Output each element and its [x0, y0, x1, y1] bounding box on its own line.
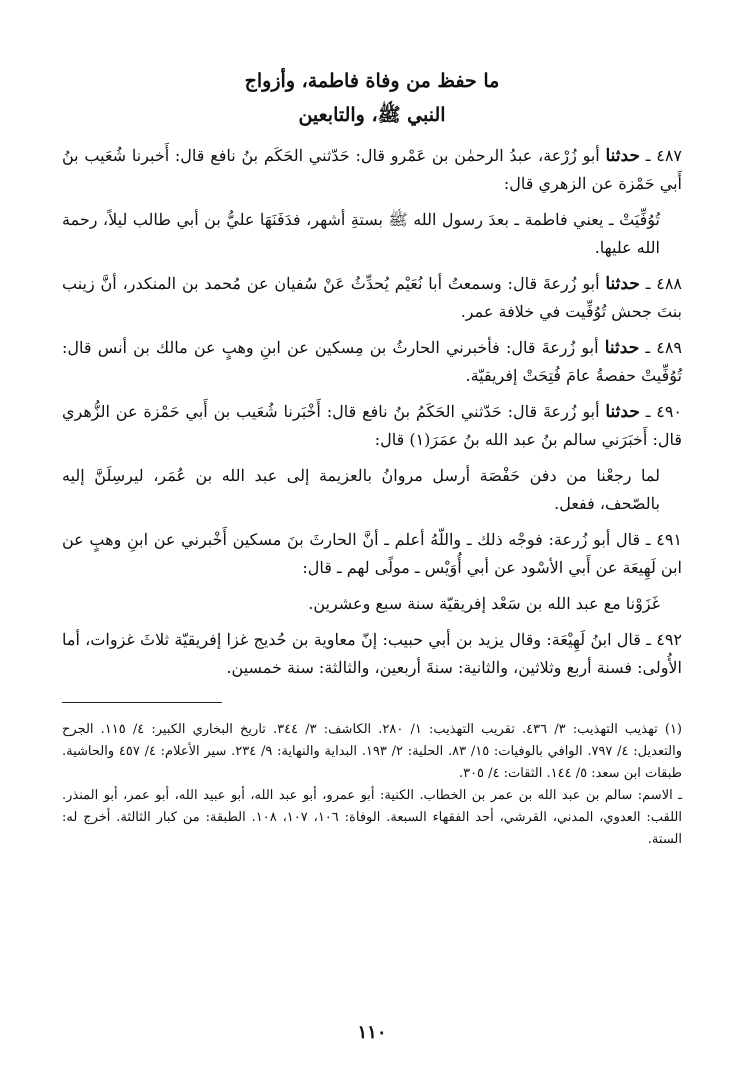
hadith-number: ٤٨٩ ـ	[645, 338, 682, 357]
footnote-1-references: (١) تهذيب التهذيب: ٣/ ٤٣٦. تقريب التهذيب: ١/ ٢٨٠. الكاشف: ٣/ ٣٤٤. تاريخ البخاري الكبير: ٤/ ١١٥. الجرح والتعديل: ٤/ ٧٩٧. الوافي بالوفيات: ١٥/ ٨٣. الحلية: ٢/ ١٩٣. البداية والنهاية: ٩/ ٢٣٤. سير الأعلام: ٤/ ٤٥٧ والحاشية. طبقات ابن سعد: ٥/ ١٤٤. الثقات: ٤/ ٣٠٥.	[62, 722, 682, 781]
hadith-489	[62, 334, 682, 390]
hadith-number: ٤٩٢ ـ	[646, 630, 683, 649]
hadith-text: أبو زُرعةَ قال: حَدّثني الحَكَمُ بنُ نافع قال: أَخْبَرنا شُعَيب بن أَبي حَمْزة عن الزُّهري قال: أَخبَرَني سالم بنُ عبد الله بنُ عمَرَ(١) قال:	[62, 402, 682, 449]
chapter-title-line2: النبي ﷺ، والتابعين	[298, 104, 446, 126]
hadith-number: ٤٩٠ ـ	[645, 402, 683, 421]
hadith-number: ٤٨٨ ـ	[645, 274, 682, 293]
hadith-488	[62, 270, 682, 326]
hadith-491	[62, 526, 682, 582]
page-body	[62, 64, 682, 851]
footnote-separator	[62, 702, 222, 703]
hadith-number: ٤٩١ ـ	[645, 530, 682, 549]
hadith-text: أبو زُرعةَ قال: فأخبرني الحارثُ بن مِسكين عن ابنِ وهبٍ عن مالك بن أنس قال: تُوُفِّيتْ حفصةُ عامَ فُتِحَتْ إفريقيّة.	[62, 338, 682, 385]
narration-keyword: حدثنا	[605, 402, 640, 422]
hadith-text: أبو زُرعةَ قال: وسمعتُ أبا نُعَيْم يُحدِّثُ عَنْ سُفيان عن مُحمد بن المنكدر، أنَّ زينب بنتَ جحش تُوُفِّيت في خلافة عمر.	[62, 274, 682, 321]
hadith-text: قال ابنُ لَهِيْعَة: وقال يزيد بن أبي حبيب: إنّ معاوية بن حُديج غزا إفريقيّة ثلاثَ غزوات، أما الأُولى: فسنة أربع وثلاثين، والثانية: سنةَ أربعين، والثالثة: سنة خمسين.	[62, 630, 682, 677]
narration-keyword: حدثنا	[605, 146, 640, 166]
hadith-490-matn: لما رجعْنا من دفن حَفْصَة أرسل مروانُ بالعزيمة إلى عبد الله بن عُمَر، ليرسِلَنَّ إليه بالصّحف، ففعل.	[62, 466, 660, 513]
hadith-491-matn: غَزَوْنا مع عبد الله بن سَعْد إفريقيّة سنة سبع وعشرين.	[308, 594, 660, 613]
hadith-492	[62, 626, 682, 682]
footnote-1-biography: ـ الاسم: سالم بن عبد الله بن عمر بن الخطاب. الكنية: أبو عمرو، أبو عبد الله، أبو عبيد الله، أبو عمر، أبو المنذر. اللقب: العدوي، المدني، القرشي، أحد الفقهاء السبعة. الوفاة: ١٠٦، ١٠٧، ١٠٨. الطبقة: من كبار الثالثة. أخرج له: الستة.	[62, 788, 683, 847]
hadith-number: ٤٨٧ ـ	[645, 146, 683, 165]
hadith-text: قال أبو زُرعة: فوجْه ذلك ـ واللّهُ أعلم ـ أنَّ الحارثَ بنَ مسكين أَخْبرني عن ابنِ وهبٍ عن ابن لَهِيعَة عن أَبي الأسْود عن أبي أُوَيْس ـ مولًى لهم ـ قال:	[62, 530, 682, 577]
hadith-487	[62, 142, 682, 198]
hadith-490	[62, 398, 682, 454]
narration-keyword: حدثنا	[605, 274, 640, 294]
narration-keyword: حدثنا	[604, 338, 640, 358]
hadith-text: أبو زُرْعة، عبدُ الرحمٰن بن عَمْرو قال: حَدّثني الحَكَم بنُ نافع قال: أَخبرنا شُعَيب بنُ أَبي حَمْزة عن الزهري قال:	[62, 146, 682, 193]
hadith-487-matn: تُوُفِّيَتْ ـ يعني فاطمة ـ بعدَ رسول الله ﷺ بستةِ أشهر، فدَفَنَهَا عليُّ بن أبي طالب ليلاً، رحمة الله عليها.	[62, 210, 660, 257]
page-number: ١١٠	[357, 1022, 387, 1043]
chapter-title-line1: ما حفظ من وفاة فاطمة، وأزواج	[244, 70, 500, 92]
